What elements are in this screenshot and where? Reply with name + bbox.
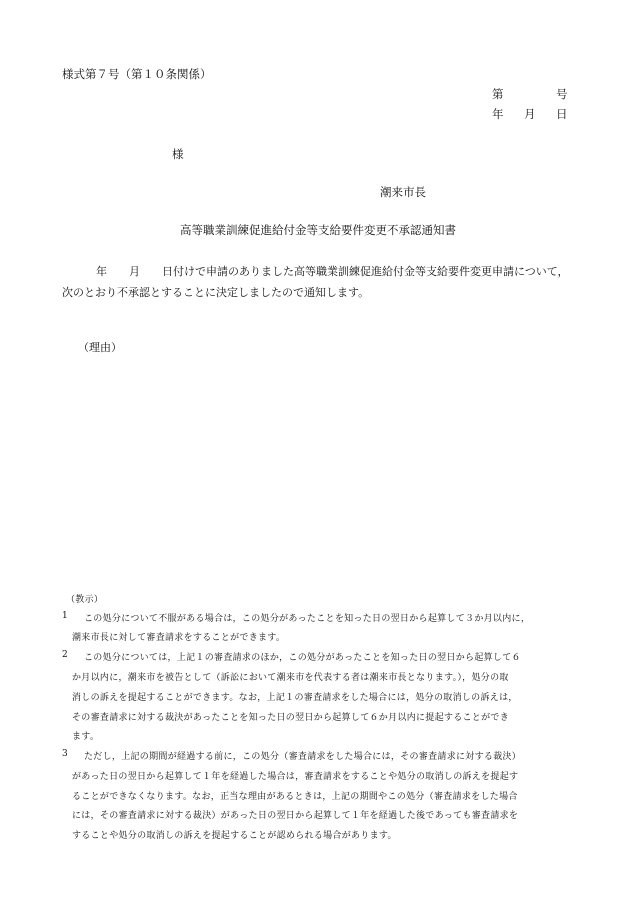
notice-item-2-line-3: 消しの訴えを提起することができます。なお，上記１の審査請求をした場合には，処分の取消しの訴えは， — [72, 693, 518, 703]
notice-item-2-line-5: ます。 — [72, 732, 100, 742]
date-year: 年 — [492, 107, 504, 121]
date-month: 月 — [524, 107, 536, 121]
notice-heading: （教示） — [66, 595, 104, 605]
body-line-1: 年 月 日付けで申請のありました高等職業訓練促進給付金等支給要件変更申請について， — [96, 265, 569, 278]
addressee-honorific: 様 — [172, 147, 184, 161]
doc-number-suffix: 号 — [556, 87, 568, 101]
notice-item-1-line-1: この処分について不服がある場合は，この処分があったことを知った日の翌日から起算して３か月以内に， — [84, 614, 531, 624]
date-day: 日 — [556, 107, 568, 121]
notice-item-number: 3 — [62, 749, 69, 759]
notice-item-3-line-2: があった日の翌日から起算して１年を経過した場合は，審査請求をすることや処分の取消しの訴えを提起す — [72, 772, 519, 782]
notice-item-2-line-1: この処分については，上記１の審査請求のほか，この処分があったことを知った日の翌日から起算して６ — [84, 653, 521, 663]
sender-name: 潮来市長 — [380, 185, 426, 199]
notice-item-2-line-4: その審査請求に対する裁決があったことを知った日の翌日から起算して６か月以内に提起することができ — [72, 713, 510, 723]
notice-item-2-line-2: か月以内に，潮来市を被告として（訴訟において潮来市を代表する者は潮来市長となります。），処分の取 — [72, 673, 509, 683]
body-line-2: 次のとおり不承認とすることに決定しましたので通知します。 — [62, 286, 370, 299]
doc-number-prefix: 第 — [492, 87, 504, 101]
form-number: 様式第７号（第１０条関係） — [62, 67, 212, 81]
notice-item-1-line-2: 潮来市長に対して審査請求をすることができます。 — [72, 633, 286, 643]
notice-item-3-line-1: ただし，上記の期間が経過する前に，この処分（審査請求をした場合には，その審査請求に対する裁決） — [84, 752, 522, 762]
notice-item-3-line-5: することや処分の取消しの訴えを提起することが認められる場合があります。 — [72, 831, 397, 841]
document-title: 高等職業訓練促進給付金等支給要件変更不承認通知書 — [180, 223, 456, 237]
reason-label: （理由） — [78, 341, 122, 354]
notice-item-number: 2 — [62, 650, 69, 660]
notice-item-number: 1 — [62, 611, 69, 621]
notice-item-3-line-4: には，その審査請求に対する裁決）があった日の翌日から起算して１年を経過した後であっても審査請求を — [72, 811, 519, 821]
notice-item-3-line-3: ることができなくなります。なお，正当な理由があるときは，上記の期間やこの処分（審査請求をした場合 — [72, 792, 518, 802]
